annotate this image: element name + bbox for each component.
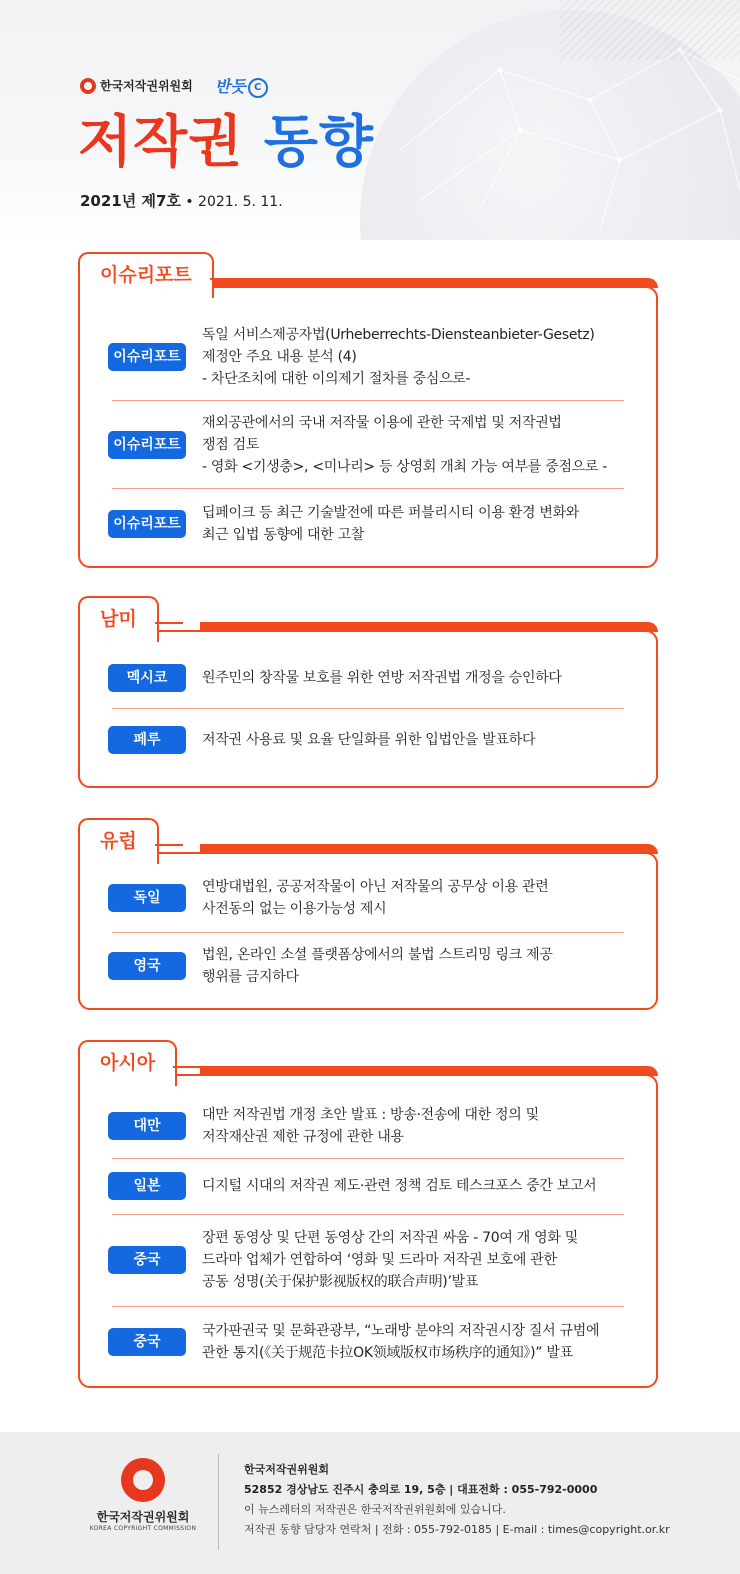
footer-logo — [88, 1458, 198, 1532]
category-badge: 중국 — [108, 1328, 186, 1356]
list-item[interactable] — [108, 406, 624, 484]
list-item[interactable] — [108, 870, 624, 926]
list-item[interactable] — [108, 658, 624, 698]
header-org — [80, 74, 268, 98]
item-title: 디지털 시대의 저작권 제도·관련 정책 검토 테스크포스 중간 보고서 — [202, 1178, 597, 1194]
section-box — [78, 630, 658, 788]
bandut-text: 반듯 — [214, 77, 246, 96]
item-title: 대만 저작권법 개정 초안 발표 : 방송·전송에 대한 정의 및 저작재산권 제한 규정에 관한 내용 — [202, 1107, 539, 1145]
divider — [112, 1306, 624, 1307]
section-tab: 남미 — [78, 596, 159, 642]
category-badge: 대만 — [108, 1112, 186, 1140]
commission-logo-icon — [121, 1458, 165, 1502]
section-tab: 이슈리포트 — [78, 252, 214, 298]
footer-notice: 이 뉴스레터의 저작권은 한국저작권위원회에 있습니다. — [244, 1503, 506, 1516]
section-box — [78, 286, 658, 568]
item-title: 원주민의 창작물 보호를 위한 연방 저작권법 개정을 승인하다 — [202, 670, 562, 686]
divider — [112, 708, 624, 709]
org-name: 한국저작권위원회 — [100, 79, 193, 94]
copyright-c-icon: C — [248, 78, 268, 98]
issue-date: • 2021. 5. 11. — [185, 194, 283, 210]
section-box — [78, 852, 658, 1010]
divider — [112, 1214, 624, 1215]
divider — [112, 488, 624, 489]
section-europe — [78, 818, 658, 1014]
footer-info — [244, 1460, 670, 1540]
page-title — [78, 108, 374, 178]
section-issue-report — [78, 252, 658, 568]
section-box — [78, 1074, 658, 1388]
list-item[interactable] — [108, 720, 624, 760]
section-south-america — [78, 596, 658, 792]
list-item[interactable] — [108, 1102, 624, 1150]
footer-logo-sub: KOREA COPYRIGHT COMMISSION — [89, 1525, 197, 1532]
footer-org: 한국저작권위원회 — [244, 1463, 330, 1476]
footer-logo-name: 한국저작권위원회 — [96, 1510, 190, 1524]
footer — [0, 1432, 740, 1574]
divider — [112, 932, 624, 933]
section-asia — [78, 1040, 658, 1390]
item-title: 딥페이크 등 최근 기술발전에 따른 퍼블리시티 이용 환경 변화와 최근 입법 동향에 대한 고찰 — [202, 505, 580, 543]
title-blue: 동향 — [263, 110, 374, 175]
category-badge: 일본 — [108, 1172, 186, 1200]
section-tab: 유럽 — [78, 818, 159, 864]
footer-contact[interactable]: 저작권 동향 담당자 연락처 | 전화 : 055-792-0185 | E-mail : times@copyright.or.kr — [244, 1523, 670, 1536]
commission-logo-icon — [80, 78, 96, 94]
category-badge: 멕시코 — [108, 664, 186, 692]
category-badge: 이슈리포트 — [108, 431, 186, 459]
item-title: 국가판권국 및 문화관광부, “노래방 분야의 저작권시장 질서 규범에 관한 통지(《关于规范卡拉OK领域版权市场秩序的通知》)” 발표 — [202, 1323, 600, 1361]
list-item[interactable] — [108, 318, 624, 396]
header-banner — [0, 0, 740, 240]
title-red: 저작권 — [78, 110, 244, 175]
list-item[interactable] — [108, 1168, 624, 1204]
item-title: 장편 동영상 및 단편 동영상 간의 저작권 싸움 - 70여 개 영화 및 드라마 업체가 연합하여 ‘영화 및 드라마 저작권 보호에 관한 공동 성명(关于保护影视版权的联合声明)’발표 — [202, 1230, 578, 1290]
item-title: 연방대법원, 공공저작물이 아닌 저작물의 공무상 이용 관련 사전동의 없는 이용가능성 제시 — [202, 879, 549, 917]
category-badge: 중국 — [108, 1246, 186, 1274]
list-item[interactable] — [108, 1314, 624, 1370]
category-badge: 페루 — [108, 726, 186, 754]
category-badge: 독일 — [108, 884, 186, 912]
list-item[interactable] — [108, 494, 624, 554]
category-badge: 이슈리포트 — [108, 343, 186, 371]
divider — [112, 1158, 624, 1159]
bandut-logo — [215, 74, 268, 98]
divider — [112, 400, 624, 401]
list-item[interactable] — [108, 938, 624, 994]
item-title: 저작권 사용료 및 요율 단일화를 위한 입법안을 발표하다 — [202, 732, 536, 748]
footer-address: 52852 경상남도 진주시 충의로 19, 5층 | 대표전화 : 055-792-0000 — [244, 1483, 598, 1496]
footer-divider — [218, 1454, 219, 1550]
item-title: 재외공관에서의 국내 저작물 이용에 관한 국제법 및 저작권법 쟁점 검토 - 영화 <기생충>, <미나리> 등 상영회 개최 가능 여부를 중점으로 - — [202, 415, 608, 475]
category-badge: 영국 — [108, 952, 186, 980]
stripe-decoration — [560, 0, 740, 60]
item-title: 독일 서비스제공자법(Urheberrechts-Diensteanbieter-Gesetz) 제정안 주요 내용 분석 (4) - 차단조치에 대한 이의제기 절차를 중심으로- — [202, 327, 595, 387]
item-title: 법원, 온라인 소셜 플랫폼상에서의 불법 스트리밍 링크 제공 행위를 금지하다 — [202, 947, 553, 985]
category-badge: 이슈리포트 — [108, 510, 186, 538]
section-tab: 아시아 — [78, 1040, 177, 1086]
issue-number: 2021년 제7호 — [80, 192, 181, 210]
issue-info — [80, 190, 283, 211]
list-item[interactable] — [108, 1222, 624, 1298]
